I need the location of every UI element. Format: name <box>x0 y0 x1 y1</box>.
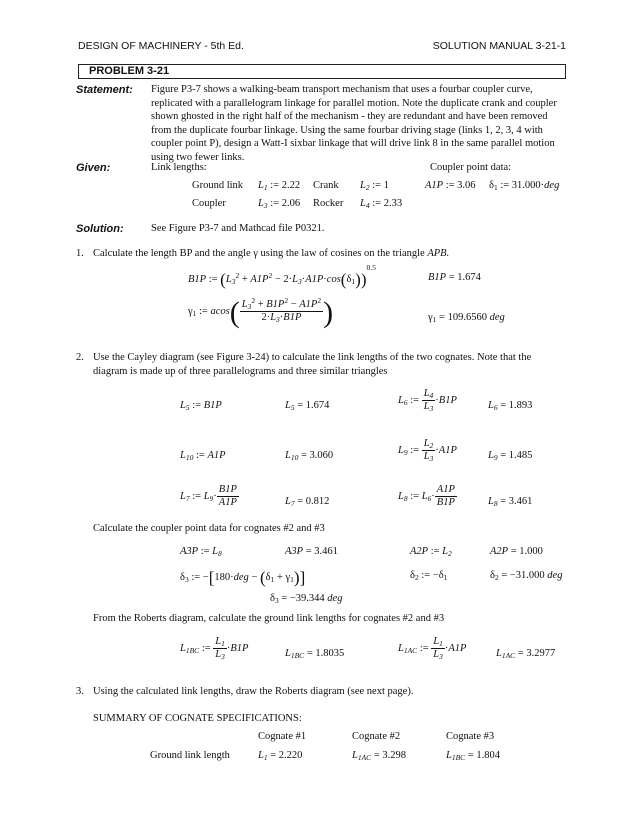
statement-line: shown ghosted in the right half of the mechanism - they are redundant and have been removed <box>151 111 548 123</box>
delta2-value: −31.000 <box>509 570 545 581</box>
problem-title: PROBLEM 3-21 <box>89 65 170 77</box>
delta3-value: −39.344 <box>289 593 325 604</box>
solution-text: See Figure P3-7 and Mathcad file P0321. <box>151 223 325 234</box>
L5-result: $L_5 = 1.674$ <box>285 400 330 412</box>
B1P-exponent: 0.5 <box>366 263 376 272</box>
problem-box <box>78 64 566 79</box>
step2-line2: diagram is made up of three parallelograms and three similar triangles <box>93 366 388 377</box>
step1-text <box>93 248 449 259</box>
L8-value: 3.461 <box>508 496 533 507</box>
L10-value: 3.060 <box>309 450 334 461</box>
statement-line: from the duplicate fourbar linkage. Using the same fourbar driving stage (links 1, 2, 3, 4 with <box>151 124 543 136</box>
L1BC-result: $L_{1BC} = 1.8035$ <box>285 648 345 660</box>
statement-text <box>151 83 557 165</box>
L4-value: 2.33 <box>383 198 403 209</box>
L1AC-def: $L_{1AC}$ := $\frac{L_1}{L_3}$ ·A1P <box>398 636 467 661</box>
summary-value-1: 2.220 <box>278 750 303 761</box>
A2P-result: A2P = 1.000 <box>490 546 543 557</box>
delta2-def: $\delta_2$ := $-\delta_1$ <box>410 570 448 582</box>
summary-title: SUMMARY OF COGNATE SPECIFICATIONS: <box>93 713 302 724</box>
L2-value: 1 <box>383 180 389 191</box>
A2P-def: A2P := $L_2$ <box>410 546 452 558</box>
delta3-const: 180 <box>214 572 231 583</box>
summary-col-1: Cognate #1 <box>258 731 307 742</box>
statement-line: Figure P3-7 shows a walking-beam transport mechanism that uses a fourbar coupler curve, <box>151 84 533 95</box>
L2-def: $L_2$ := 1 <box>360 180 389 192</box>
step3-text: Using the calculated link lengths, draw the Roberts diagram (see next page). <box>93 686 414 697</box>
L10-def: $L_{10}$ := A1P <box>180 450 226 462</box>
summary-value-3: 1.804 <box>476 750 500 761</box>
L9-value: 1.485 <box>508 450 533 461</box>
L7-def: $L_7$ := $L_9\cdot$ $\frac{B1P}{A1P}$ <box>180 484 237 508</box>
summary-col-3: Cognate #3 <box>446 731 495 742</box>
crank-label: Crank <box>313 180 339 191</box>
delta2-result: $\delta_2 = -31.000$ deg <box>490 570 563 582</box>
L1-value: 2.22 <box>281 180 301 191</box>
L1-def: $L_1$ := 2.22 <box>258 180 301 192</box>
step1-text-main: Calculate the length BP and the angle γ using the law of cosines on the triangle <box>93 248 425 259</box>
B1P-formula: B1P := $(L_3^2 + A1P^2 - 2\cdot L_3\cdot A1P\cdot\cos(\delta_1))^{0.5}$ <box>188 263 376 289</box>
delta3-result: $\delta_3 = -39.344$ deg <box>270 593 343 605</box>
L10-result: $L_{10} = 3.060$ <box>285 450 334 462</box>
L9-result: $L_9 = 1.485$ <box>488 450 533 462</box>
statement-line: using two fewer links. <box>151 151 245 163</box>
header-right: SOLUTION MANUAL 3-21-1 <box>432 40 566 52</box>
summary-value-2: 3.298 <box>382 750 406 761</box>
step1-number: 1. <box>76 248 84 259</box>
statement-line: replicated with a parallelogram linkage for parallel motion. Note the duplicate crank and coupler <box>151 97 557 109</box>
delta1-value: 31.000 <box>511 180 541 191</box>
summary-row-label: Ground link length <box>150 750 230 761</box>
L7-result: $L_7 = 0.812$ <box>285 496 330 508</box>
statement-line: coupler point P), design a Watt-I sixbar linkage that will drive link 8 in the same parallel motion <box>151 138 555 150</box>
L1BC-value: 1.8035 <box>315 648 345 659</box>
A3P-result: A3P = 3.461 <box>285 546 338 557</box>
L5-value: 1.674 <box>305 400 330 411</box>
L3-value: 2.06 <box>281 198 301 209</box>
coupler-label: Coupler <box>192 198 226 209</box>
step2-number: 2. <box>76 352 84 363</box>
L8-def: $L_8$ := $L_6\cdot$ $\frac{A1P}{B1P}$ <box>398 484 455 508</box>
L6-value: 1.893 <box>508 400 533 411</box>
L1AC-result: $L_{1AC} = 3.2977$ <box>496 648 556 660</box>
gamma1-result: $\gamma_1 = 109.6560$ deg <box>428 312 505 324</box>
ground-link-label: Ground link <box>192 180 244 191</box>
A1P-def: A1P := 3.06 <box>425 180 476 191</box>
A1P-value: 3.06 <box>457 180 476 191</box>
step3-number: 3. <box>76 686 84 697</box>
gamma1-formula: $\gamma_1$ := acos( $\frac{L_3^2 + B1P^2 - A1P^2}{2\cdot L_3\cdot B1P}$ ) <box>188 296 334 329</box>
L6-result: $L_6 = 1.893$ <box>488 400 533 412</box>
L8-result: $L_8 = 3.461$ <box>488 496 533 508</box>
summary-cognate3: $L_{1BC} = 1.804$ <box>446 750 500 762</box>
L1AC-value: 3.2977 <box>526 648 556 659</box>
L7-value: 0.812 <box>305 496 330 507</box>
coupler-point-label: Coupler point data: <box>430 162 512 173</box>
gamma1-value: 109.6560 <box>447 312 487 323</box>
B1P-value: 1.674 <box>457 272 481 283</box>
A3P-value: 3.461 <box>314 546 338 557</box>
step1-triangle: APB. <box>427 248 450 259</box>
L5-def: $L_5$ := B1P <box>180 400 222 412</box>
L1BC-def: $L_{1BC}$ := $\frac{L_1}{L_3}$ ·B1P <box>180 636 249 661</box>
link-lengths-label: Link lengths: <box>151 162 207 173</box>
coupler-data-note: Calculate the coupler point data for cognates #2 and #3 <box>93 523 325 534</box>
L9-def: $L_9$ := $\frac{L_2}{L_3}$ ·A1P <box>398 438 457 463</box>
summary-col-2: Cognate #2 <box>352 731 401 742</box>
given-label: Given: <box>76 162 111 174</box>
A3P-def: A3P := $L_8$ <box>180 546 222 558</box>
summary-cognate2: $L_{1AC} = 3.298$ <box>352 750 406 762</box>
roberts-note: From the Roberts diagram, calculate the ground link lengths for cognates #2 and #3 <box>93 613 445 624</box>
delta1-def: $\delta_1$ := 31.000·deg <box>489 180 560 192</box>
solution-label: Solution: <box>76 223 124 235</box>
step2-line1: Use the Cayley diagram (see Figure 3-24) to calculate the link lengths of the two cognates. Note that the <box>93 352 532 363</box>
L3-def: $L_3$ := 2.06 <box>258 198 301 210</box>
statement-label: Statement: <box>76 84 133 96</box>
B1P-result: B1P = 1.674 <box>428 272 481 283</box>
header-left: DESIGN OF MACHINERY - 5th Ed. <box>78 40 244 52</box>
A2P-value: 1.000 <box>519 546 543 557</box>
summary-cognate1: $L_1 = 2.220$ <box>258 750 303 762</box>
delta3-def: $\delta_3$ := $-[180\cdot deg - (\delta_1 + \gamma_1)]$ <box>180 568 306 587</box>
rocker-label: Rocker <box>313 198 344 209</box>
L6-def: $L_6$ := $\frac{L_4}{L_3}$ ·B1P <box>398 388 457 413</box>
L4-def: $L_4$ := 2.33 <box>360 198 403 210</box>
